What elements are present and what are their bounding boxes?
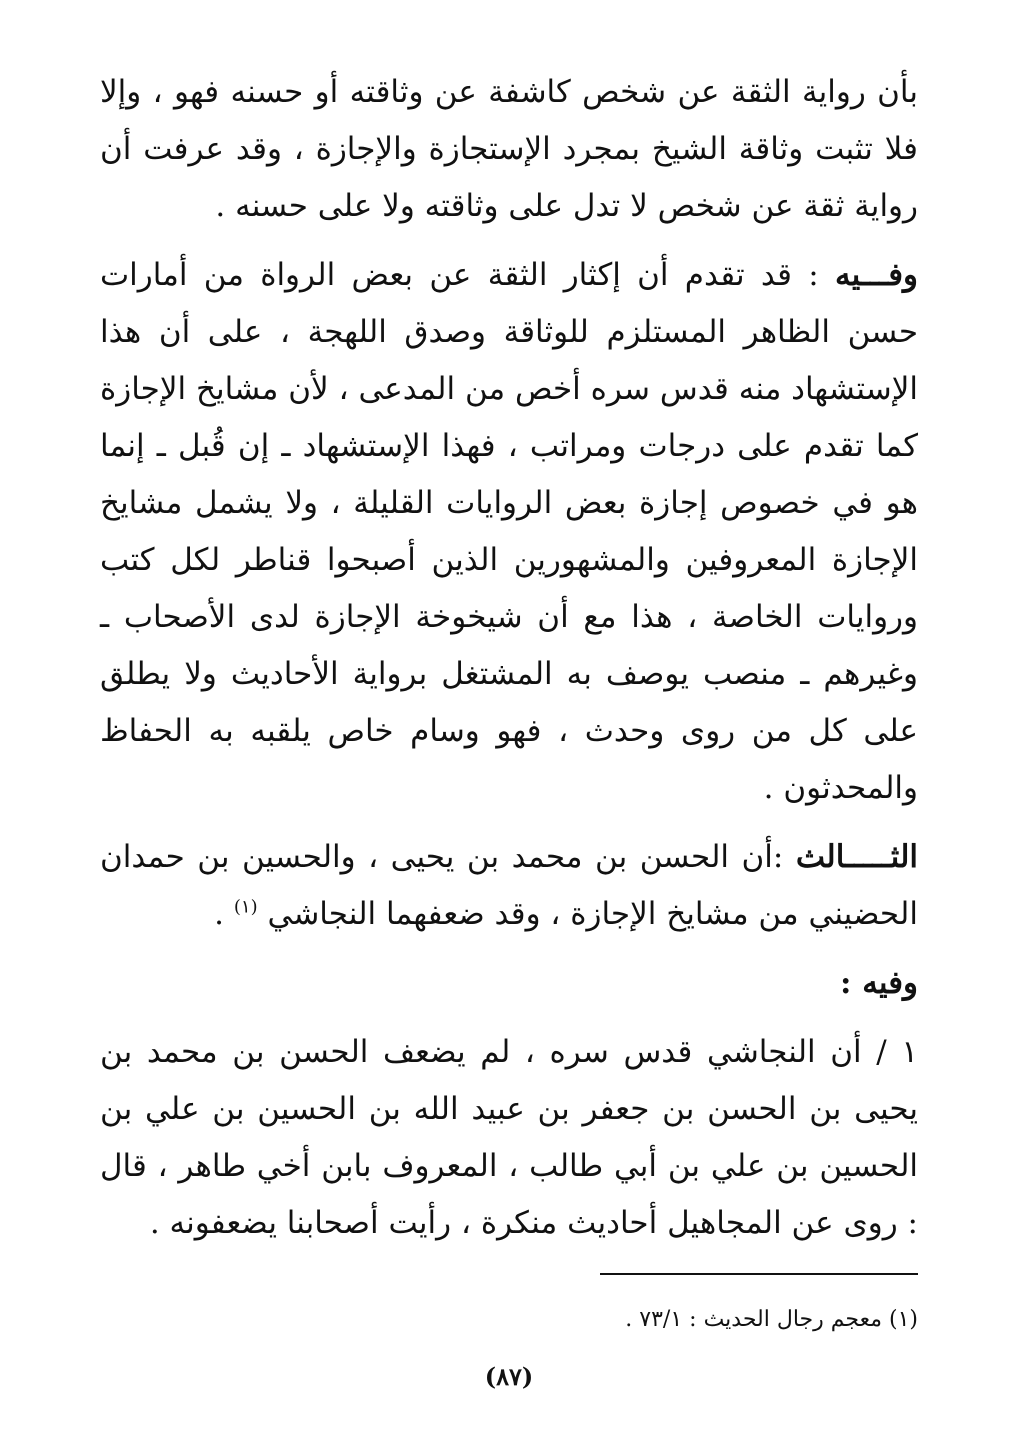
- paragraph-4-text: ١ / أن النجاشي قدس سره ، لم يضعف الحسن بن محمد بن يحيى بن الحسن بن جعفر بن عبيد الله بن الحسين بن علي بن الحسين بن علي بن أبي طالب ، المعروف بابن أخي طاهر ، قال : روى عن المجاهيل أحاديث منكرة ، رأيت أصحابنا يضعفونه .: [100, 1034, 918, 1241]
- main-text: [100, 64, 918, 1252]
- paragraph-3: [100, 829, 918, 943]
- footnote-divider: [600, 1273, 918, 1275]
- paragraph-2: [100, 247, 918, 817]
- footnote-reference[interactable]: (١): [233, 896, 258, 918]
- paragraph-2-lead: وفـــيه: [834, 257, 918, 293]
- section-heading: وفيه :: [840, 965, 918, 1001]
- page-number: (٨٧): [484, 1362, 534, 1391]
- paragraph-3-end: .: [214, 896, 234, 932]
- paragraph-3-lead: الثـــــالث: [795, 839, 918, 875]
- paragraph-2-text: : قد تقدم أن إكثار الثقة عن بعض الرواة من أمارات حسن الظاهر المستلزم للوثاقة وصدق اللهجة ، على أن هذا الإستشهاد منه قدس سره أخص من المدعى ، لأن مشايخ الإجازة كما تقدم على درجات ومراتب ، فهذا الإستشهاد ـ إن قُبل ـ إنما هو في خصوص إجازة بعض الروايات القليلة ، ولا يشمل مشايخ الإجازة المعروفين والمشهورين الذين أصبحوا قناطر لكل كتب وروايات الخاصة ، هذا مع أن شيخوخة الإجازة لدى الأصحاب ـ وغيرهم ـ منصب يوصف به المشتغل برواية الأحاديث ولا يطلق على كل من روى وحدث ، فهو وسام خاص يلقبه به الحفاظ والمحدثون .: [100, 257, 918, 806]
- paragraph-1-text: بأن رواية الثقة عن شخص كاشفة عن وثاقته أو حسنه فهو ، وإلا فلا تثبت وثاقة الشيخ بمجرد الإستجازة والإجازة ، وقد عرفت أن رواية ثقة عن شخص لا تدل على وثاقته ولا على حسنه .: [100, 74, 918, 224]
- paragraph-3-text: :أن الحسن بن محمد بن يحيى ، والحسين بن حمدان الحضيني من مشايخ الإجازة ، وقد ضعفهما النجاشي: [100, 839, 918, 932]
- paragraph-1: [100, 64, 918, 235]
- paragraph-4: [100, 1024, 918, 1252]
- footnote: (١) معجم رجال الحديث : ٧٣/١ .: [625, 1307, 918, 1332]
